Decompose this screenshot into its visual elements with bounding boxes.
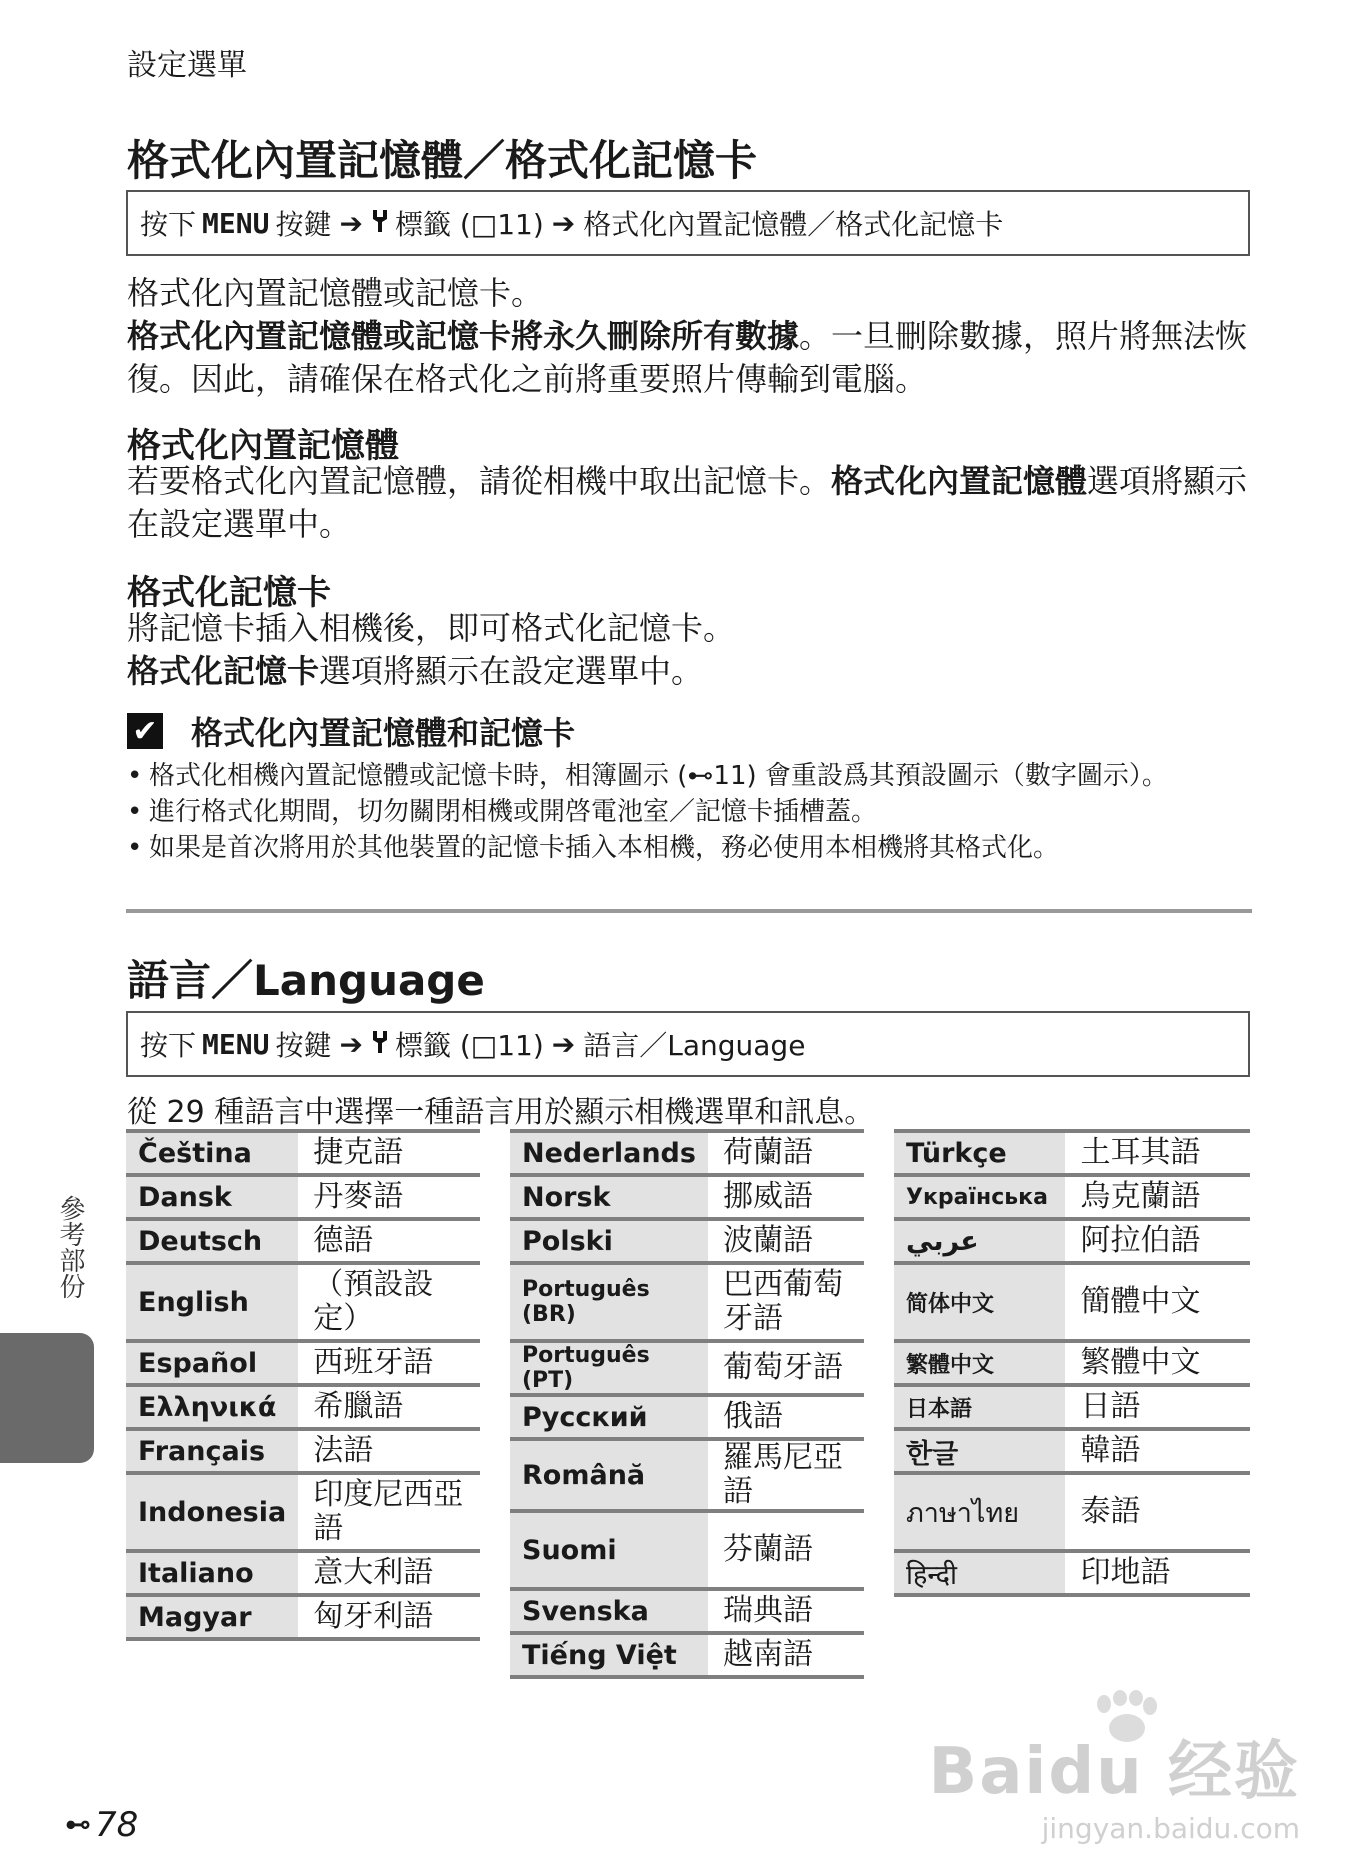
language-translation: 意大利語 bbox=[300, 1551, 480, 1595]
language-title: 語言／Language bbox=[127, 956, 485, 1005]
language-translation: 俄語 bbox=[709, 1395, 864, 1439]
language-name: Tiếng Việt bbox=[510, 1633, 709, 1677]
language-intro: 從 29 種語言中選擇一種語言用於顯示相機選單和訊息。 bbox=[127, 1095, 875, 1130]
language-translation: 芬蘭語 bbox=[709, 1511, 864, 1589]
internal-text-before: 若要格式化內置記憶體，請從相機中取出記憶卡。 bbox=[127, 462, 832, 500]
memory-card-rest: 選項將顯示在設定選單中。 bbox=[319, 652, 704, 690]
arrow-icon: ➔ bbox=[339, 206, 363, 240]
side-tab bbox=[0, 1333, 94, 1463]
warning-text bbox=[127, 315, 1252, 401]
table-row bbox=[126, 1473, 480, 1551]
menu-path-tab: 標籤 (□11) bbox=[394, 208, 544, 241]
menu-path-button: 按鍵 bbox=[275, 208, 332, 241]
menu-key: MENU bbox=[202, 206, 270, 240]
table-row bbox=[126, 1175, 480, 1219]
table-row bbox=[126, 1595, 480, 1639]
language-translation: 印度尼西亞語 bbox=[300, 1473, 480, 1551]
table-row bbox=[894, 1385, 1250, 1429]
table-row bbox=[126, 1219, 480, 1263]
table-row bbox=[510, 1395, 864, 1439]
table-row bbox=[894, 1341, 1250, 1385]
table-row bbox=[894, 1551, 1250, 1595]
side-tab-label: 參考部份 bbox=[55, 1195, 85, 1299]
table-row bbox=[510, 1219, 864, 1263]
warning-rest: 。一旦刪除數據，照片將無法恢復。因此，請確保在格式化之前將重要照片傳輸到電腦。 bbox=[127, 317, 1248, 398]
section-label: 設定選單 bbox=[127, 48, 247, 83]
note-title-text: 格式化內置記憶體和記憶卡 bbox=[191, 714, 576, 752]
language-translation: 巴西葡萄牙語 bbox=[709, 1263, 864, 1341]
arrow-icon: ➔ bbox=[551, 1027, 576, 1061]
memory-card-bold: 格式化記憶卡 bbox=[127, 652, 320, 690]
memory-card-text bbox=[127, 607, 1252, 693]
language-name: 한글 bbox=[894, 1429, 1067, 1473]
section-divider bbox=[126, 909, 1252, 913]
menu-path-button: 按鍵 bbox=[275, 1029, 332, 1062]
wrench-tab-icon bbox=[371, 207, 389, 240]
language-name: Polski bbox=[510, 1219, 709, 1263]
note-list bbox=[127, 758, 1257, 866]
language-name: Français bbox=[126, 1429, 300, 1473]
check-icon: ✔ bbox=[127, 713, 163, 749]
language-name: हिन्दी bbox=[894, 1551, 1067, 1595]
memory-card-heading: 格式化記憶卡 bbox=[127, 573, 331, 613]
language-name: Indonesia bbox=[126, 1473, 300, 1551]
language-name: Dansk bbox=[126, 1175, 300, 1219]
language-translation: 挪威語 bbox=[709, 1175, 864, 1219]
language-translation: 丹麥語 bbox=[300, 1175, 480, 1219]
menu-key: MENU bbox=[202, 1027, 270, 1061]
table-row bbox=[510, 1131, 864, 1175]
wrench-tab-icon bbox=[371, 1028, 389, 1061]
table-row bbox=[510, 1439, 864, 1511]
table-row bbox=[510, 1175, 864, 1219]
language-translation: 葡萄牙語 bbox=[709, 1341, 864, 1395]
language-translation: 阿拉伯語 bbox=[1067, 1219, 1250, 1263]
language-name: Suomi bbox=[510, 1511, 709, 1589]
warning-bold: 格式化內置記憶體或記憶卡將永久刪除所有數據 bbox=[127, 317, 800, 355]
list-item: • 如果是首次將用於其他裝置的記憶卡插入本相機，務必使用本相機將其格式化。 bbox=[127, 830, 1257, 866]
table-row bbox=[510, 1341, 864, 1395]
table-row bbox=[894, 1175, 1250, 1219]
language-name: Español bbox=[126, 1341, 300, 1385]
language-name: 日本語 bbox=[894, 1385, 1067, 1429]
language-translation: 烏克蘭語 bbox=[1067, 1175, 1250, 1219]
note-title bbox=[127, 708, 575, 754]
internal-text-bold: 格式化內置記憶體 bbox=[831, 462, 1088, 500]
language-translation: 西班牙語 bbox=[300, 1341, 480, 1385]
language-name: Čeština bbox=[126, 1131, 300, 1175]
language-translation: 捷克語 bbox=[300, 1131, 480, 1175]
list-item: • 格式化相機內置記憶體或記憶卡時，相簿圖示 (⊷11) 會重設爲其預設圖示（數字圖示）。 bbox=[127, 758, 1257, 794]
list-item: • 進行格式化期間，切勿關閉相機或開啓電池室／記憶卡插槽蓋。 bbox=[127, 794, 1257, 830]
language-translation: 德語 bbox=[300, 1219, 480, 1263]
page-number bbox=[65, 1805, 138, 1845]
watermark-main: Baidu 经验 bbox=[928, 1735, 1300, 1809]
memory-card-line2 bbox=[127, 650, 1252, 693]
language-name: Deutsch bbox=[126, 1219, 300, 1263]
language-name: Русский bbox=[510, 1395, 709, 1439]
table-row bbox=[894, 1219, 1250, 1263]
language-name: Ελληνικά bbox=[126, 1385, 300, 1429]
intro-line: 格式化內置記憶體或記憶卡。 bbox=[127, 274, 544, 312]
language-name: Nederlands bbox=[510, 1131, 709, 1175]
table-row bbox=[510, 1633, 864, 1677]
table-row bbox=[894, 1263, 1250, 1341]
language-translation: 波蘭語 bbox=[709, 1219, 864, 1263]
reference-icon: ⊷ bbox=[65, 1810, 91, 1840]
language-table-1 bbox=[126, 1129, 480, 1641]
table-row bbox=[510, 1589, 864, 1633]
menu-path-target: 語言／Language bbox=[583, 1029, 806, 1062]
language-name: Türkçe bbox=[894, 1131, 1067, 1175]
language-name: Română bbox=[510, 1439, 709, 1511]
internal-text-after: 選項將顯示在設定選單中。 bbox=[127, 462, 1248, 543]
language-translation: 日語 bbox=[1067, 1385, 1250, 1429]
internal-memory-text bbox=[127, 460, 1252, 546]
language-translation: 荷蘭語 bbox=[709, 1131, 864, 1175]
table-row bbox=[510, 1511, 864, 1589]
language-translation: 法語 bbox=[300, 1429, 480, 1473]
language-name: 简体中文 bbox=[894, 1263, 1067, 1341]
menu-path-press: 按下 bbox=[140, 1029, 197, 1062]
table-row bbox=[126, 1551, 480, 1595]
table-row bbox=[894, 1429, 1250, 1473]
language-name: Norsk bbox=[510, 1175, 709, 1219]
watermark-url: jingyan.baidu.com bbox=[1041, 1812, 1300, 1845]
table-row bbox=[126, 1263, 480, 1341]
language-translation: 泰語 bbox=[1067, 1473, 1250, 1551]
table-row bbox=[510, 1263, 864, 1341]
menu-path-target: 格式化內置記憶體／格式化記憶卡 bbox=[583, 208, 1004, 241]
menu-path-box bbox=[126, 190, 1250, 256]
table-row bbox=[894, 1473, 1250, 1551]
language-translation: 瑞典語 bbox=[709, 1589, 864, 1633]
internal-memory-heading: 格式化內置記憶體 bbox=[127, 426, 399, 466]
language-table-3 bbox=[894, 1129, 1250, 1597]
menu-path-box bbox=[126, 1011, 1250, 1077]
language-name: ภาษาไทย bbox=[894, 1473, 1067, 1551]
table-row bbox=[126, 1341, 480, 1385]
language-translation: 希臘語 bbox=[300, 1385, 480, 1429]
menu-path-tab: 標籤 (□11) bbox=[394, 1029, 544, 1062]
language-name: English bbox=[126, 1263, 300, 1341]
table-row bbox=[894, 1131, 1250, 1175]
language-translation: 羅馬尼亞語 bbox=[709, 1439, 864, 1511]
arrow-icon: ➔ bbox=[551, 206, 576, 240]
language-name: Svenska bbox=[510, 1589, 709, 1633]
language-name: Magyar bbox=[126, 1595, 300, 1639]
language-translation: 韓語 bbox=[1067, 1429, 1250, 1473]
language-translation: 簡體中文 bbox=[1067, 1263, 1250, 1341]
language-translation: 印地語 bbox=[1067, 1551, 1250, 1595]
language-name: Italiano bbox=[126, 1551, 300, 1595]
menu-path-press: 按下 bbox=[140, 208, 197, 241]
table-row bbox=[126, 1131, 480, 1175]
language-name: 繁體中文 bbox=[894, 1341, 1067, 1385]
language-name: Українська bbox=[894, 1175, 1067, 1219]
memory-card-line1: 將記憶卡插入相機後，即可格式化記憶卡。 bbox=[127, 609, 736, 647]
language-translation: 土耳其語 bbox=[1067, 1131, 1250, 1175]
page-number-value: 78 bbox=[95, 1805, 139, 1845]
table-row bbox=[126, 1385, 480, 1429]
arrow-icon: ➔ bbox=[339, 1027, 363, 1061]
language-translation: 越南語 bbox=[709, 1633, 864, 1677]
watermark bbox=[928, 1720, 1300, 1845]
language-table-2 bbox=[510, 1129, 864, 1679]
language-translation: 匈牙利語 bbox=[300, 1595, 480, 1639]
language-name: عربي bbox=[894, 1219, 1067, 1263]
language-translation: （預設設定） bbox=[300, 1263, 480, 1341]
page-title: 格式化內置記憶體／格式化記憶卡 bbox=[127, 136, 758, 185]
language-translation: 繁體中文 bbox=[1067, 1341, 1250, 1385]
language-name: Português (PT) bbox=[510, 1341, 709, 1395]
language-name: Português (BR) bbox=[510, 1263, 709, 1341]
intro-text bbox=[127, 272, 1252, 401]
table-row bbox=[126, 1429, 480, 1473]
